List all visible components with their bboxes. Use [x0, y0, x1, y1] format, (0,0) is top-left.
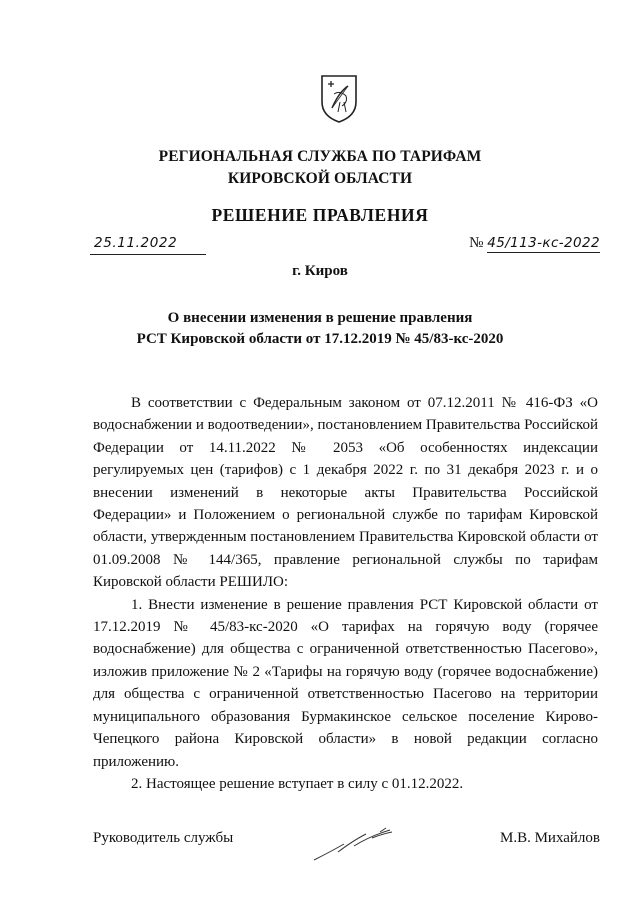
paragraph-preamble: В соответствии с Федеральным законом от 07.12.2011 № 416-ФЗ «О водоснабжении и водоотведении», постановлением Правительства Российской Федерации от 14.11.2022 № 2053 «Об особенностях индексации регулируемых цен (тарифов) с 1 декабря 2022 г. по 31 декабря 2023 г. и о внесении изменений в некоторые акты Правительства Российской Федерации» и Положением о региональной службе по тарифам Кировской области, утвержденным постановлением Правительства Кировской области от 01.09.2008 № 144/365, правление региональной службы по тарифам Кировской области РЕШИЛО:: [93, 395, 598, 591]
number-value: 45/113-кс-2022: [487, 235, 600, 251]
subject-line-2: РСТ Кировской области от 17.12.2019 № 45/83-кс-2020: [136, 331, 504, 347]
signatory-position: Руководитель службы: [93, 830, 234, 846]
org-line-2: КИРОВСКОЙ ОБЛАСТИ: [227, 170, 413, 187]
city: г. Киров: [292, 263, 348, 279]
org-line-1: РЕГИОНАЛЬНАЯ СЛУЖБА ПО ТАРИФАМ: [158, 148, 482, 165]
signature-icon: [310, 822, 430, 866]
document-date: 25.11.2022: [94, 235, 178, 251]
document-subject: [0, 308, 640, 350]
document-body: [93, 392, 598, 795]
paragraph-item-2: 2. Настоящее решение вступает в силу с 01.12.2022.: [131, 775, 464, 792]
coat-of-arms-icon: [318, 72, 360, 124]
subject-line-1: О внесении изменения в решение правления: [167, 310, 473, 326]
date-underline: [90, 254, 206, 255]
signatory-name: М.В. Михайлов: [499, 830, 600, 846]
paragraph-item-1: 1. Внести изменение в решение правления РСТ Кировской области от 17.12.2019 № 45/83-кс-2020 «О тарифах на горячую воду (горячее водоснабжение) для общества с ограниченной ответственностью Пасегово», изложив приложение № 2 «Тарифы на горячую воду (горячее водоснабжение) для общества с ограниченной ответственностью Пасегово на территории муниципального образования Бурмакинское сельское поселение Кирово-Чепецкого района Кировской области» в новой редакции согласно приложению.: [93, 596, 598, 770]
document-number: [469, 235, 600, 252]
document-type: РЕШЕНИЕ ПРАВЛЕНИЯ: [211, 205, 429, 225]
number-label: №: [469, 235, 484, 251]
organization-name: [0, 146, 640, 190]
